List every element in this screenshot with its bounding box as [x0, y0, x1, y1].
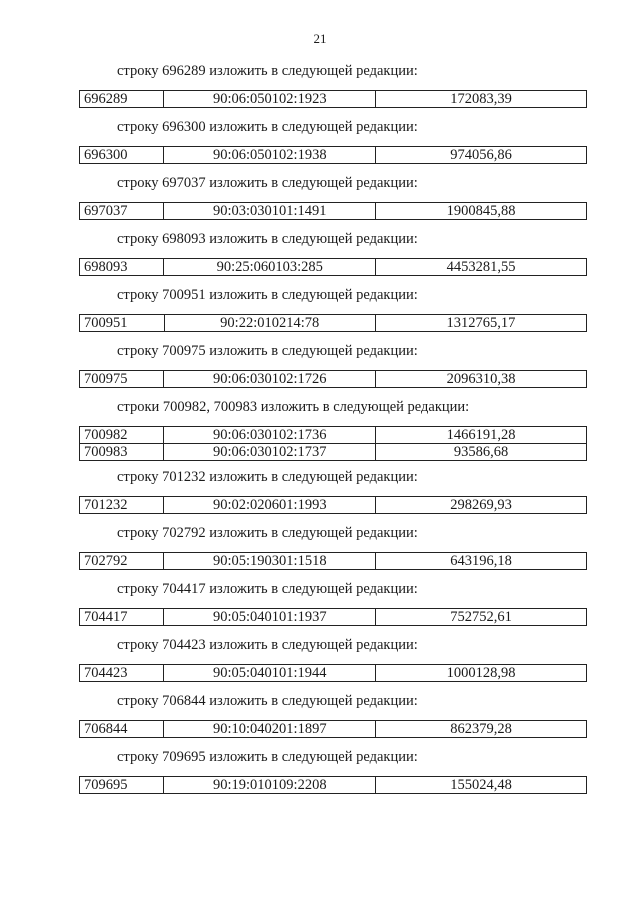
- table-row: [80, 371, 587, 388]
- cadastral-number-cell: 90:19:010109:2208: [164, 777, 376, 794]
- amendment-instruction: строку 706844 изложить в следующей редакции:: [117, 693, 418, 709]
- row-id-cell: 704417: [80, 609, 164, 626]
- amendment-table: [79, 608, 587, 626]
- amendment-table: [79, 202, 587, 220]
- amendment-instruction: строку 704423 изложить в следующей редакции:: [117, 637, 418, 653]
- cadastral-value-cell: 974056,86: [376, 147, 587, 164]
- amendment-instruction: строку 704417 изложить в следующей редакции:: [117, 581, 418, 597]
- amendment-instruction: строку 700975 изложить в следующей редакции:: [117, 343, 418, 359]
- cadastral-number-cell: 90:25:060103:285: [164, 259, 376, 276]
- row-id-cell: 700951: [80, 315, 165, 332]
- cadastral-value-cell: 862379,28: [376, 721, 587, 738]
- cadastral-value-cell: 2096310,38: [376, 371, 587, 388]
- amendment-table: [79, 496, 587, 514]
- amendment-instruction: строку 709695 изложить в следующей редакции:: [117, 749, 418, 765]
- amendment-table: [79, 90, 587, 108]
- amendment-instruction: строку 696300 изложить в следующей редакции:: [117, 119, 418, 135]
- table-row: [80, 444, 587, 461]
- amendment-table: [79, 258, 587, 276]
- cadastral-value-cell: 1466191,28: [376, 427, 587, 444]
- cadastral-number-cell: 90:05:190301:1518: [164, 553, 376, 570]
- cadastral-value-cell: 1000128,98: [376, 665, 587, 682]
- amendment-instruction: строку 696289 изложить в следующей редакции:: [117, 63, 418, 79]
- cadastral-value-cell: 752752,61: [376, 609, 587, 626]
- amendment-table: [79, 664, 587, 682]
- cadastral-number-cell: 90:05:040101:1937: [164, 609, 376, 626]
- cadastral-value-cell: 1312765,17: [375, 315, 586, 332]
- amendment-table: [79, 776, 587, 794]
- table-row: [80, 553, 587, 570]
- cadastral-number-cell: 90:06:030102:1736: [164, 427, 376, 444]
- table-row: [80, 315, 587, 332]
- cadastral-number-cell: 90:05:040101:1944: [164, 665, 376, 682]
- cadastral-value-cell: 1900845,88: [376, 203, 587, 220]
- table-row: [80, 427, 587, 444]
- amendment-table: [79, 370, 587, 388]
- cadastral-value-cell: 298269,93: [376, 497, 587, 514]
- table-row: [80, 203, 587, 220]
- row-id-cell: 709695: [80, 777, 164, 794]
- table-row: [80, 497, 587, 514]
- cadastral-value-cell: 643196,18: [376, 553, 587, 570]
- row-id-cell: 702792: [80, 553, 164, 570]
- row-id-cell: 701232: [80, 497, 164, 514]
- row-id-cell: 700975: [80, 371, 164, 388]
- table-row: [80, 777, 587, 794]
- row-id-cell: 696289: [80, 91, 164, 108]
- row-id-cell: 704423: [80, 665, 164, 682]
- table-row: [80, 721, 587, 738]
- amendment-table: [79, 720, 587, 738]
- cadastral-number-cell: 90:06:030102:1726: [164, 371, 376, 388]
- cadastral-number-cell: 90:22:010214:78: [164, 315, 375, 332]
- row-id-cell: 700983: [80, 444, 164, 461]
- table-row: [80, 259, 587, 276]
- cadastral-value-cell: 4453281,55: [376, 259, 587, 276]
- amendment-instruction: строку 700951 изложить в следующей редакции:: [117, 287, 418, 303]
- row-id-cell: 697037: [80, 203, 164, 220]
- table-row: [80, 665, 587, 682]
- cadastral-number-cell: 90:02:020601:1993: [164, 497, 376, 514]
- cadastral-number-cell: 90:06:030102:1737: [164, 444, 376, 461]
- cadastral-value-cell: 155024,48: [376, 777, 587, 794]
- row-id-cell: 698093: [80, 259, 164, 276]
- table-row: [80, 91, 587, 108]
- amendment-table: [79, 426, 587, 461]
- amendment-table: [79, 552, 587, 570]
- cadastral-value-cell: 172083,39: [376, 91, 587, 108]
- cadastral-number-cell: 90:06:050102:1938: [164, 147, 376, 164]
- cadastral-value-cell: 93586,68: [376, 444, 587, 461]
- table-row: [80, 609, 587, 626]
- cadastral-number-cell: 90:10:040201:1897: [164, 721, 376, 738]
- cadastral-number-cell: 90:03:030101:1491: [164, 203, 376, 220]
- row-id-cell: 700982: [80, 427, 164, 444]
- page-number: 21: [313, 31, 327, 46]
- amendment-instruction: строку 697037 изложить в следующей редакции:: [117, 175, 418, 191]
- cadastral-number-cell: 90:06:050102:1923: [164, 91, 376, 108]
- amendment-instruction: строки 700982, 700983 изложить в следующей редакции:: [117, 399, 470, 415]
- table-row: [80, 147, 587, 164]
- amendment-instruction: строку 698093 изложить в следующей редакции:: [117, 231, 418, 247]
- amendment-instruction: строку 701232 изложить в следующей редакции:: [117, 469, 418, 485]
- row-id-cell: 696300: [80, 147, 164, 164]
- row-id-cell: 706844: [80, 721, 164, 738]
- amendment-table: [79, 314, 587, 332]
- amendment-table: [79, 146, 587, 164]
- amendment-instruction: строку 702792 изложить в следующей редакции:: [117, 525, 418, 541]
